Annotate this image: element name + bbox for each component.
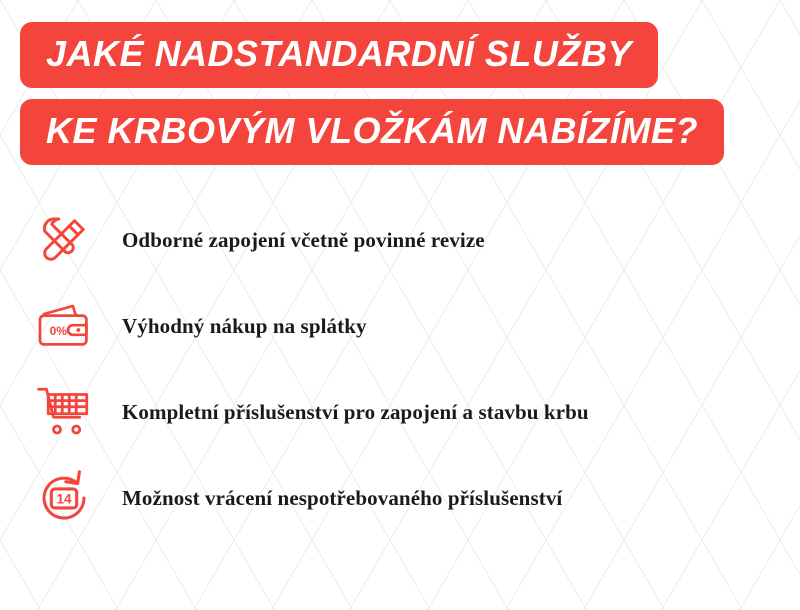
title-banner-line-2: KE KRBOVÝM VLOŽKÁM NABÍZÍME? (20, 99, 724, 165)
wrench-screwdriver-icon (28, 208, 100, 272)
feature-label: Odborné zapojení včetně povinné revize (122, 227, 485, 252)
feature-label: Možnost vrácení nespotřebovaného příslušenství (122, 485, 563, 510)
feature-list (0, 197, 800, 541)
feature-item (28, 197, 800, 283)
svg-text:0%: 0% (49, 323, 67, 338)
title-block (20, 22, 800, 165)
return-14-days-icon (28, 466, 100, 530)
title-banner-line-1: JAKÉ NADSTANDARDNÍ SLUŽBY (20, 22, 658, 88)
feature-label: Výhodný nákup na splátky (122, 313, 367, 338)
wallet-zero-percent-icon (28, 294, 100, 358)
shopping-cart-icon (28, 380, 100, 444)
feature-item (28, 369, 800, 455)
svg-text:14: 14 (56, 491, 72, 507)
feature-item (28, 455, 800, 541)
feature-item (28, 283, 800, 369)
feature-label: Kompletní příslušenství pro zapojení a stavbu krbu (122, 399, 589, 424)
